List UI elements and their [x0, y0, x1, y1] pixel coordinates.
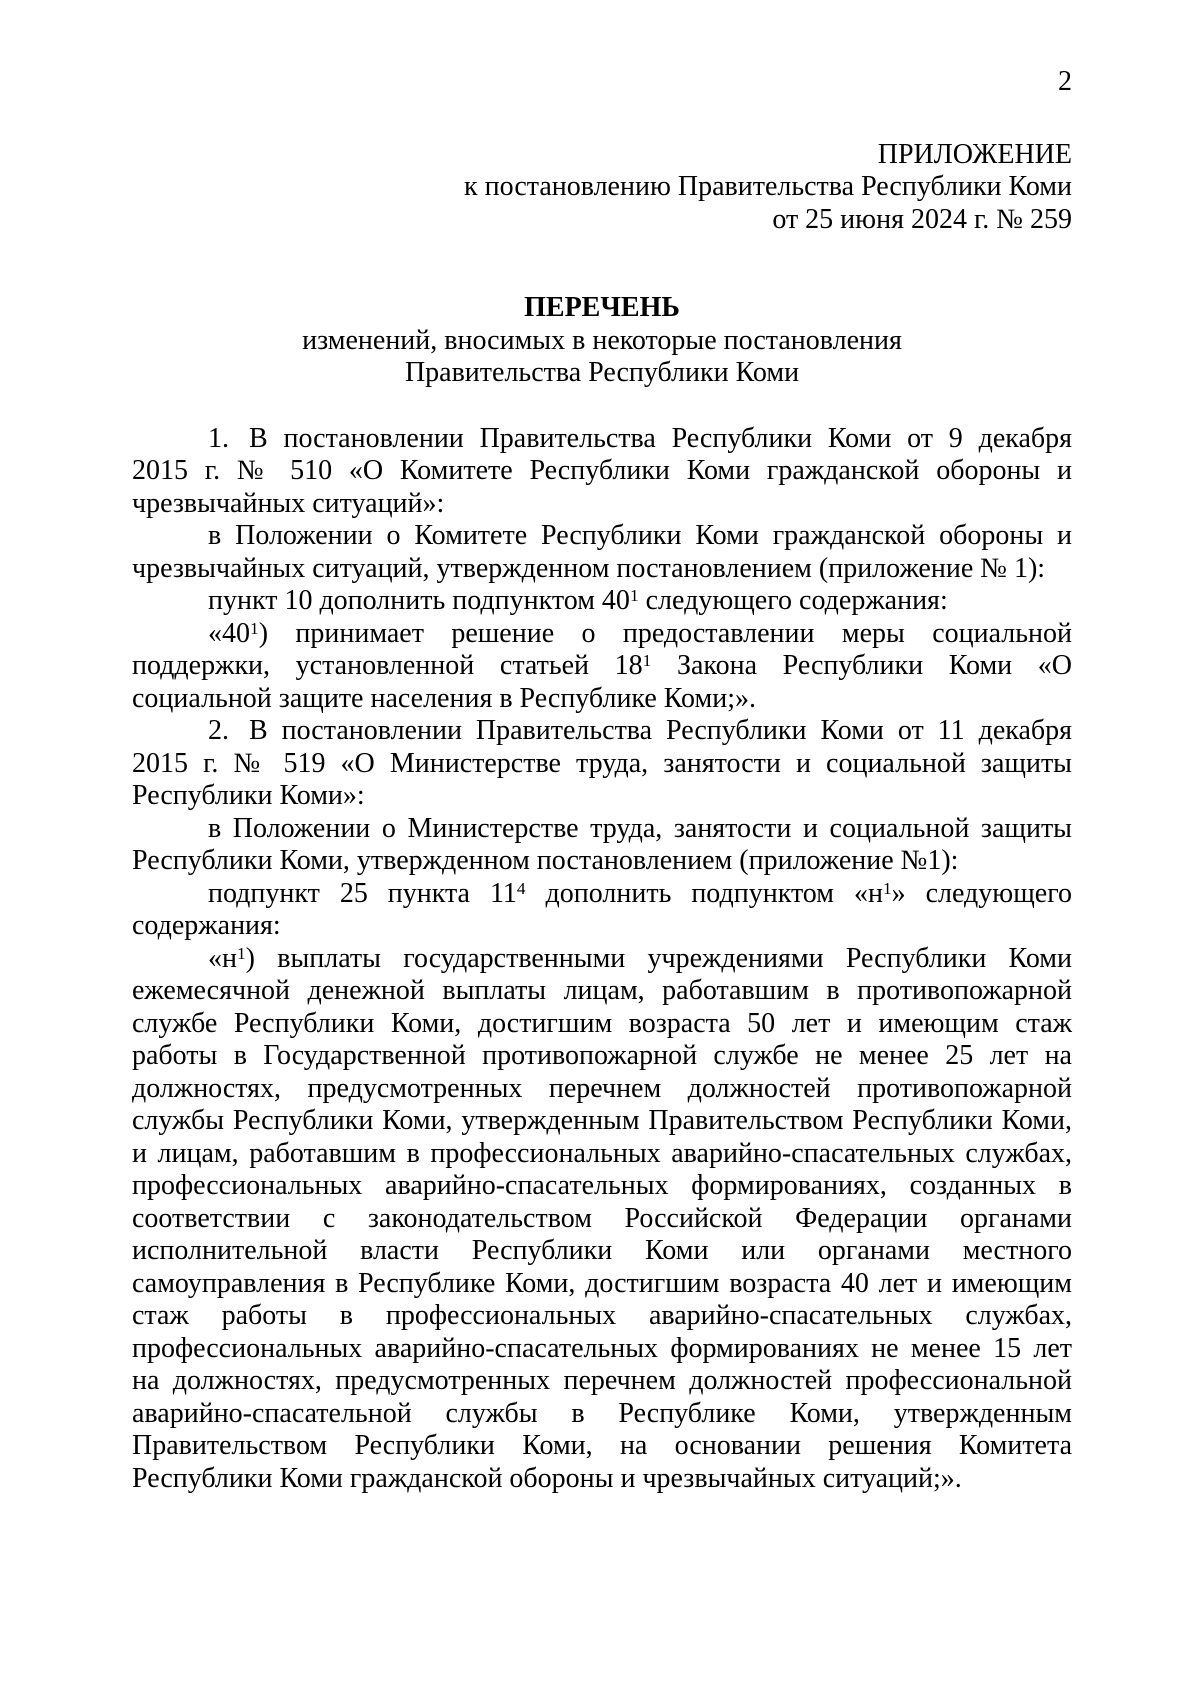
appendix-header — [132, 139, 1072, 237]
body-paragraph-8 — [132, 943, 1072, 1496]
title-subtitle-line-2: Правительства Республики Коми — [404, 357, 800, 388]
appendix-header-line-1: ПРИЛОЖЕНИЕ — [877, 138, 1072, 170]
text-run: в Положении о Комитете Республики Коми гражданской обороны и чрезвычайных ситуаций, утвержденном постановлением (приложение № 1): — [132, 520, 1072, 584]
body-paragraph-7 — [132, 878, 1072, 943]
document-body — [132, 423, 1072, 1496]
appendix-header-line-2: к постановлению Правительства Республики Коми — [464, 171, 1072, 202]
text-run: 1. — [208, 422, 229, 454]
page-number: 2 — [1058, 66, 1072, 97]
text-run: пункт 10 дополнить подпунктом 40 — [208, 585, 630, 616]
text-run: дополнить подпунктом «н — [525, 877, 883, 909]
text-run: Закона Республики Коми «О социальной защите населения в Республике Коми;». — [132, 650, 1073, 714]
body-paragraph-6 — [132, 813, 1072, 878]
body-paragraph-4 — [132, 618, 1072, 716]
text-run: В постановлении Правительства Республики Коми от 9 декабря 2015 г. № 510 «О Комитете Республики Коми гражданской обороны и чрезвычайных ситуаций»: — [132, 422, 1072, 519]
superscript: 4 — [516, 878, 526, 898]
superscript: 1 — [236, 943, 246, 963]
superscript: 1 — [629, 586, 639, 606]
text-run: «н — [208, 942, 237, 974]
text-run: в Положении о Министерстве труда, занятости и социальной защиты Республики Коми, утвержденном постановлением (приложение №1): — [132, 812, 1072, 876]
text-run: В постановлении Правительства Республики Коми от 11 декабря 2015 г. № 519 «О Министерстве труда, занятости и социальной защиты Республики Коми»: — [132, 715, 1072, 811]
text-run: ) выплаты государственными учреждениями Республики Коми ежемесячной денежной выплаты лицам, работавшим в противопожарной службе Республики Коми, достигшим возраста 50 лет и имеющим стаж работы в Государственной противопожарной службе не менее 25 лет на должностях, предусмотренных перечнем должностей противопожарной службы Республики Коми, утвержденным Правительством Республики Коми, и лицам, работавшим в профессиональных аварийно-спасательных службах, профессиональных аварийно-спасательных формированиях, созданных в соответствии с законодательством Российской Федерации органами исполнительной власти Республики Коми или органами местного самоуправления в Республике Коми, достигшим возраста 40 лет и имеющим стаж работы в профессиональных аварийно-спасательных службах, профессиональных аварийно-спасательных формированиях не менее 15 лет на должностях, предусмотренных перечнем должностей профессиональной аварийно-спасательной службы в Республике Коми, утвержденным Правительством Республики Коми, на основании решения Комитета Республики Коми гражданской обороны и чрезвычайных ситуаций;». — [132, 942, 1072, 1494]
text-run: подпункт 25 пункта 11 — [208, 877, 517, 909]
title-main: ПЕРЕЧЕНЬ — [524, 292, 680, 323]
body-paragraph-3 — [132, 585, 1072, 618]
text-run: » следующего содержания: — [132, 877, 1072, 941]
text-run: 2. — [208, 715, 229, 746]
body-paragraph-1 — [132, 423, 1072, 521]
body-paragraph-2 — [132, 520, 1072, 585]
title-subtitle-line-1: изменений, вносимых в некоторые постановления — [302, 324, 902, 356]
appendix-header-line-3: от 25 июня 2024 г. № 259 — [772, 203, 1072, 235]
superscript: 1 — [250, 618, 259, 638]
text-run: ) принимает решение о предоставлении меры социальной поддержки, установленной статьей 18 — [132, 617, 1072, 681]
text-run: «40 — [208, 617, 250, 649]
text-run: следующего содержания: — [638, 585, 948, 616]
superscript: 1 — [882, 878, 892, 898]
document-title — [132, 292, 1072, 390]
body-paragraph-5 — [132, 715, 1072, 813]
superscript: 1 — [642, 651, 652, 671]
